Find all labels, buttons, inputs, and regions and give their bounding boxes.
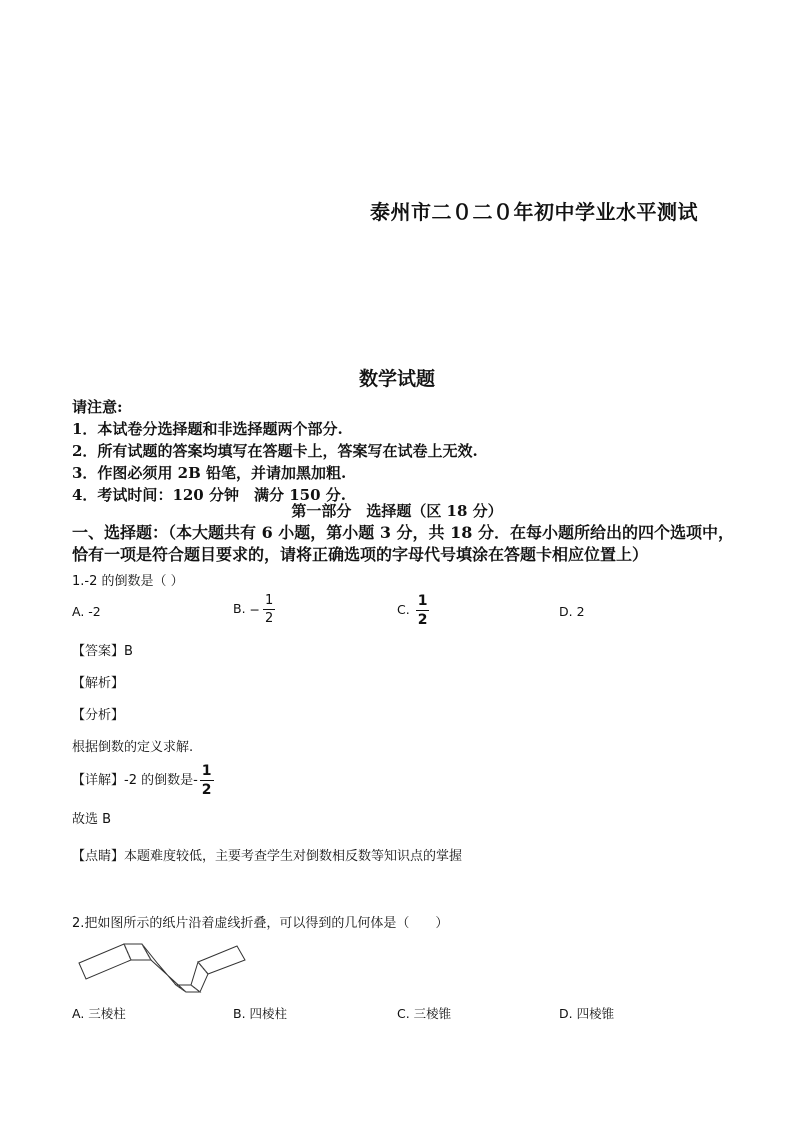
- net-rectangle-center-right: [191, 962, 208, 992]
- part-title: 第一部分 选择题（区 18 分）: [291, 502, 503, 520]
- fraction: [416, 594, 430, 627]
- q1-answer: 【答案】B: [72, 644, 133, 659]
- q1-comment: 【点睛】本题难度较低，主要考查学生对倒数相反数等知识点的掌握: [72, 849, 463, 864]
- q2-option-c: C. 三棱锥: [397, 1006, 452, 1021]
- section-heading-line2: 恰有一项是符合题目要求的，请将正确选项的字母代号填涂在答题卡相应位置上）: [72, 545, 649, 564]
- notice-item: 2．所有试题的答案均填写在答题卡上，答案写在试卷上无效.: [72, 442, 478, 460]
- fraction-numerator: 1: [201, 763, 212, 779]
- folding-net-figure: [78, 940, 248, 996]
- notice-heading: 请注意:: [72, 398, 123, 416]
- fraction-numerator: 1: [417, 593, 428, 609]
- notice-item: 4．考试时间：120 分钟 满分 150 分.: [72, 486, 346, 504]
- section-heading-line1: 一、选择题：（本大题共有 6 小题，第小题 3 分，共 18 分．在每小题所给出的四个选项中，: [72, 523, 734, 542]
- option-label: C.: [397, 602, 410, 617]
- q1-analysis-tag: 【解析】: [72, 676, 125, 691]
- question-2-stem: 2.把如图所示的纸片沿着虚线折叠，可以得到的几何体是（ ）: [72, 916, 449, 931]
- subject-title: 数学试题: [358, 368, 435, 390]
- q1-fenxi-tag: 【分析】: [72, 708, 125, 723]
- fraction-numerator: 1: [265, 593, 274, 608]
- notice-item: 3．作图必须用 2B 铅笔，并请加黑加粗.: [72, 464, 347, 482]
- net-rectangle-left: [79, 944, 131, 979]
- q1-option-b: [233, 594, 275, 625]
- notice-item: 1．本试卷分选择题和非选择题两个部分.: [72, 420, 343, 438]
- detail-text: 【详解】-2 的倒数是-: [72, 773, 198, 788]
- q1-option-d: D. 2: [559, 604, 585, 619]
- question-1-stem: 1.-2 的倒数是（ ）: [72, 574, 184, 589]
- q1-fenxi-text: 根据倒数的定义求解.: [72, 740, 194, 755]
- q1-option-a: A. -2: [72, 604, 101, 619]
- q1-detail: [72, 764, 214, 797]
- exam-header-title: 泰州市二０二０年初中学业水平测试: [370, 200, 698, 224]
- q2-option-b: B. 四棱柱: [233, 1006, 288, 1021]
- q2-option-d: D. 四棱锥: [559, 1006, 615, 1021]
- fraction: [200, 764, 214, 797]
- fold-line: [176, 985, 186, 992]
- fraction-denominator: 2: [265, 611, 274, 626]
- fraction-denominator: 2: [201, 782, 212, 798]
- fraction-denominator: 2: [417, 612, 428, 628]
- q2-option-a: A. 三棱柱: [72, 1006, 126, 1021]
- fraction: [263, 594, 275, 625]
- q1-choose: 故选 B: [72, 812, 112, 827]
- option-label: B.: [233, 601, 246, 616]
- minus-sign: −: [249, 602, 261, 617]
- q1-option-c: [397, 594, 429, 627]
